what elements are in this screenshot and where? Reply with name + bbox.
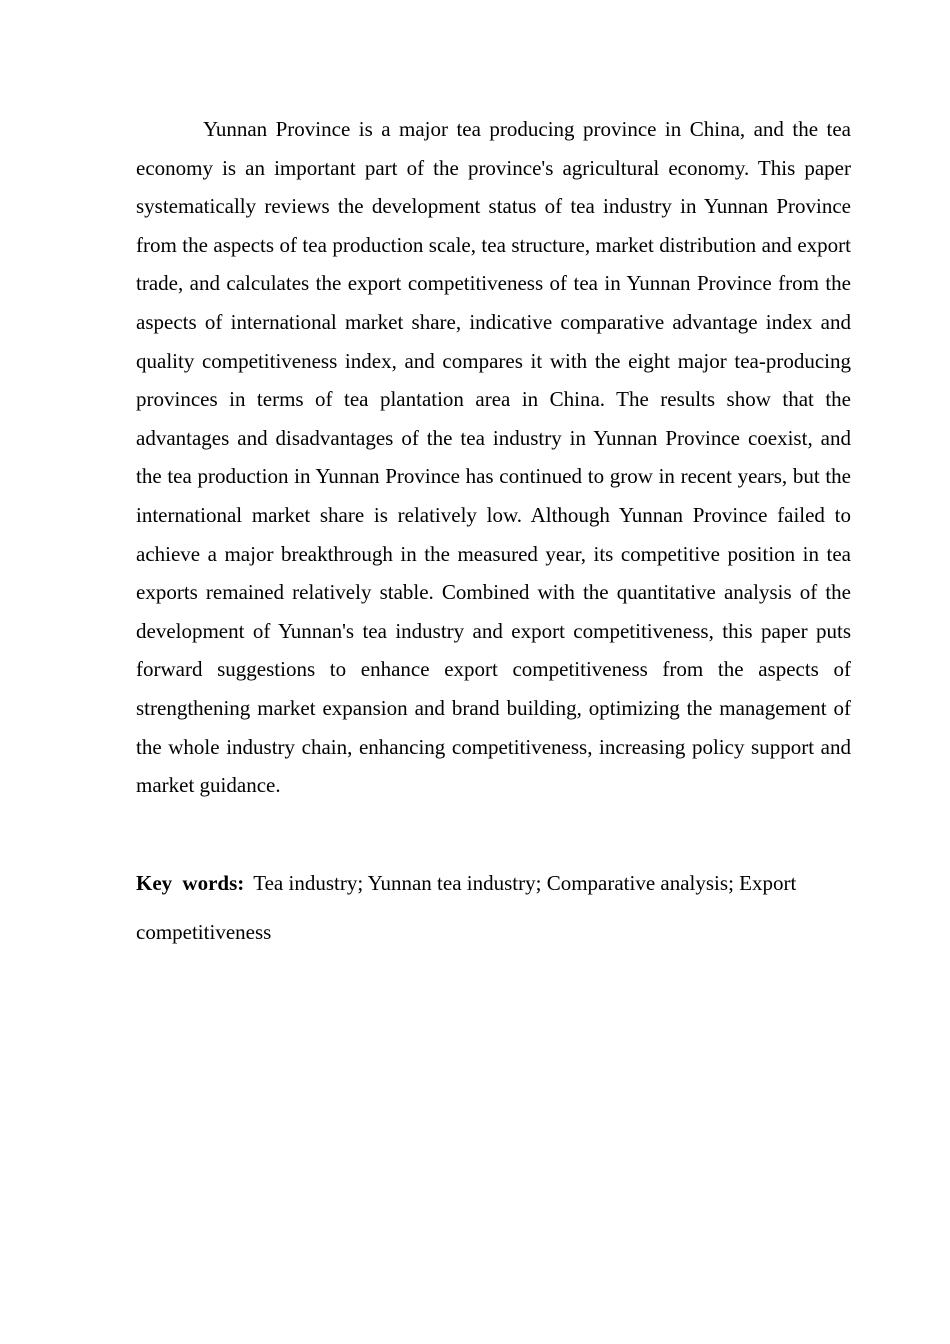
keywords-line	[136, 859, 851, 958]
abstract-paragraph: Yunnan Province is a major tea producing province in China, and the tea economy is an important part of the province's agricultural economy. This paper systematically reviews the development status of tea industry in Yunnan Province from the aspects of tea production scale, tea structure, market distribution and export trade, and calculates the export competitiveness of tea in Yunnan Province from the aspects of international market share, indicative comparative advantage index and quality competitiveness index, and compares it with the eight major tea-producing provinces in terms of tea plantation area in China. The results show that the advantages and disadvantages of the tea industry in Yunnan Province coexist, and the tea production in Yunnan Province has continued to grow in recent years, but the international market share is relatively low. Although Yunnan Province failed to achieve a major breakthrough in the measured year, its competitive position in tea exports remained relatively stable. Combined with the quantitative analysis of the development of Yunnan's tea industry and export competitiveness, this paper puts forward suggestions to enhance export competitiveness from the aspects of strengthening market expansion and brand building, optimizing the management of the whole industry chain, enhancing competitiveness, increasing policy support and market guidance.	[136, 117, 851, 798]
keywords-text: Tea industry; Yunnan tea industry; Comparative analysis; Export competitiveness	[136, 870, 797, 945]
document-page	[136, 110, 851, 958]
keywords-label: Key words:	[136, 870, 245, 895]
